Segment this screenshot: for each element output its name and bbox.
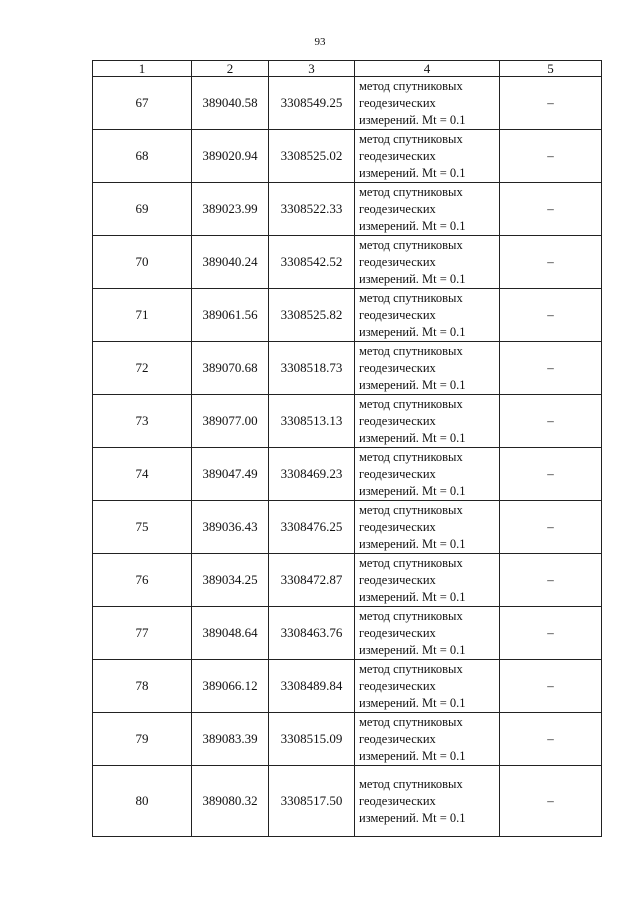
x-coordinate-cell: 389066.12 xyxy=(192,660,269,713)
x-coordinate-cell: 389023.99 xyxy=(192,183,269,236)
method-cell xyxy=(355,448,500,501)
y-coordinate-cell: 3308463.76 xyxy=(269,607,355,660)
method-line: геодезических xyxy=(359,466,436,481)
method-line: метод спутниковых xyxy=(359,396,463,411)
header-col-4: 4 xyxy=(355,61,500,77)
note-cell: – xyxy=(500,236,602,289)
table-row xyxy=(93,236,602,289)
method-line: метод спутниковых xyxy=(359,776,463,791)
y-coordinate-cell: 3308549.25 xyxy=(269,77,355,130)
method-cell xyxy=(355,554,500,607)
method-line: измерений. Mt = 0.1 xyxy=(359,271,466,286)
table-row xyxy=(93,607,602,660)
note-cell: – xyxy=(500,183,602,236)
note-cell: – xyxy=(500,395,602,448)
method-cell xyxy=(355,130,500,183)
method-line: геодезических xyxy=(359,678,436,693)
method-line: измерений. Mt = 0.1 xyxy=(359,324,466,339)
table-row xyxy=(93,183,602,236)
method-line: геодезических xyxy=(359,519,436,534)
note-cell: – xyxy=(500,130,602,183)
note-cell: – xyxy=(500,289,602,342)
method-line: метод спутниковых xyxy=(359,290,463,305)
table-body xyxy=(93,77,602,837)
method-line: геодезических xyxy=(359,413,436,428)
y-coordinate-cell: 3308513.13 xyxy=(269,395,355,448)
method-line: геодезических xyxy=(359,731,436,746)
method-line: метод спутниковых xyxy=(359,131,463,146)
point-number-cell: 73 xyxy=(93,395,192,448)
note-cell: – xyxy=(500,448,602,501)
point-number-cell: 72 xyxy=(93,342,192,395)
method-line: измерений. Mt = 0.1 xyxy=(359,430,466,445)
point-number-cell: 74 xyxy=(93,448,192,501)
x-coordinate-cell: 389083.39 xyxy=(192,713,269,766)
point-number-cell: 71 xyxy=(93,289,192,342)
header-col-2: 2 xyxy=(192,61,269,77)
method-line: метод спутниковых xyxy=(359,555,463,570)
table-row xyxy=(93,77,602,130)
header-col-3: 3 xyxy=(269,61,355,77)
table-row xyxy=(93,713,602,766)
point-number-cell: 79 xyxy=(93,713,192,766)
header-col-5: 5 xyxy=(500,61,602,77)
table-row xyxy=(93,289,602,342)
table-row xyxy=(93,766,602,837)
table-row xyxy=(93,395,602,448)
note-cell: – xyxy=(500,342,602,395)
method-line: геодезических xyxy=(359,307,436,322)
note-cell: – xyxy=(500,766,602,837)
y-coordinate-cell: 3308522.33 xyxy=(269,183,355,236)
method-line: геодезических xyxy=(359,360,436,375)
note-cell: – xyxy=(500,607,602,660)
x-coordinate-cell: 389061.56 xyxy=(192,289,269,342)
method-line: измерений. Mt = 0.1 xyxy=(359,218,466,233)
table-header-row xyxy=(93,61,602,77)
point-number-cell: 70 xyxy=(93,236,192,289)
x-coordinate-cell: 389080.32 xyxy=(192,766,269,837)
method-line: метод спутниковых xyxy=(359,608,463,623)
method-cell xyxy=(355,713,500,766)
table-row xyxy=(93,448,602,501)
table-row xyxy=(93,501,602,554)
page-number: 93 xyxy=(314,36,326,48)
method-line: геодезических xyxy=(359,254,436,269)
x-coordinate-cell: 389077.00 xyxy=(192,395,269,448)
method-line: геодезических xyxy=(359,625,436,640)
y-coordinate-cell: 3308476.25 xyxy=(269,501,355,554)
x-coordinate-cell: 389048.64 xyxy=(192,607,269,660)
note-cell: – xyxy=(500,554,602,607)
y-coordinate-cell: 3308469.23 xyxy=(269,448,355,501)
y-coordinate-cell: 3308525.82 xyxy=(269,289,355,342)
method-line: метод спутниковых xyxy=(359,343,463,358)
method-line: геодезических xyxy=(359,201,436,216)
y-coordinate-cell: 3308542.52 xyxy=(269,236,355,289)
point-number-cell: 80 xyxy=(93,766,192,837)
y-coordinate-cell: 3308518.73 xyxy=(269,342,355,395)
table-row xyxy=(93,554,602,607)
coordinates-table xyxy=(92,60,602,837)
x-coordinate-cell: 389020.94 xyxy=(192,130,269,183)
x-coordinate-cell: 389036.43 xyxy=(192,501,269,554)
point-number-cell: 69 xyxy=(93,183,192,236)
point-number-cell: 75 xyxy=(93,501,192,554)
y-coordinate-cell: 3308472.87 xyxy=(269,554,355,607)
method-line: измерений. Mt = 0.1 xyxy=(359,112,466,127)
note-cell: – xyxy=(500,77,602,130)
x-coordinate-cell: 389047.49 xyxy=(192,448,269,501)
method-cell xyxy=(355,660,500,713)
method-line: метод спутниковых xyxy=(359,237,463,252)
x-coordinate-cell: 389040.58 xyxy=(192,77,269,130)
point-number-cell: 67 xyxy=(93,77,192,130)
note-cell: – xyxy=(500,501,602,554)
method-cell xyxy=(355,77,500,130)
y-coordinate-cell: 3308525.02 xyxy=(269,130,355,183)
x-coordinate-cell: 389034.25 xyxy=(192,554,269,607)
table-row xyxy=(93,342,602,395)
method-cell xyxy=(355,236,500,289)
method-line: измерений. Mt = 0.1 xyxy=(359,377,466,392)
method-line: метод спутниковых xyxy=(359,714,463,729)
method-line: метод спутниковых xyxy=(359,661,463,676)
method-cell xyxy=(355,183,500,236)
method-line: геодезических xyxy=(359,148,436,163)
y-coordinate-cell: 3308515.09 xyxy=(269,713,355,766)
point-number-cell: 77 xyxy=(93,607,192,660)
point-number-cell: 68 xyxy=(93,130,192,183)
method-line: геодезических xyxy=(359,95,436,110)
table-row xyxy=(93,660,602,713)
method-line: измерений. Mt = 0.1 xyxy=(359,589,466,604)
table-row xyxy=(93,130,602,183)
method-line: метод спутниковых xyxy=(359,184,463,199)
note-cell: – xyxy=(500,713,602,766)
y-coordinate-cell: 3308517.50 xyxy=(269,766,355,837)
method-line: измерений. Mt = 0.1 xyxy=(359,483,466,498)
method-line: измерений. Mt = 0.1 xyxy=(359,165,466,180)
method-line: метод спутниковых xyxy=(359,78,463,93)
note-cell: – xyxy=(500,660,602,713)
method-cell xyxy=(355,501,500,554)
method-line: геодезических xyxy=(359,572,436,587)
y-coordinate-cell: 3308489.84 xyxy=(269,660,355,713)
method-line: измерений. Mt = 0.1 xyxy=(359,642,466,657)
method-cell xyxy=(355,289,500,342)
method-line: метод спутниковых xyxy=(359,502,463,517)
point-number-cell: 78 xyxy=(93,660,192,713)
method-line: метод спутниковых xyxy=(359,449,463,464)
method-line: измерений. Mt = 0.1 xyxy=(359,536,466,551)
method-cell xyxy=(355,342,500,395)
method-line: измерений. Mt = 0.1 xyxy=(359,695,466,710)
method-line: измерений. Mt = 0.1 xyxy=(359,810,466,825)
point-number-cell: 76 xyxy=(93,554,192,607)
method-line: измерений. Mt = 0.1 xyxy=(359,748,466,763)
method-cell xyxy=(355,607,500,660)
method-cell xyxy=(355,395,500,448)
method-cell xyxy=(355,766,500,837)
method-line: геодезических xyxy=(359,793,436,808)
header-col-1: 1 xyxy=(93,61,192,77)
x-coordinate-cell: 389070.68 xyxy=(192,342,269,395)
x-coordinate-cell: 389040.24 xyxy=(192,236,269,289)
